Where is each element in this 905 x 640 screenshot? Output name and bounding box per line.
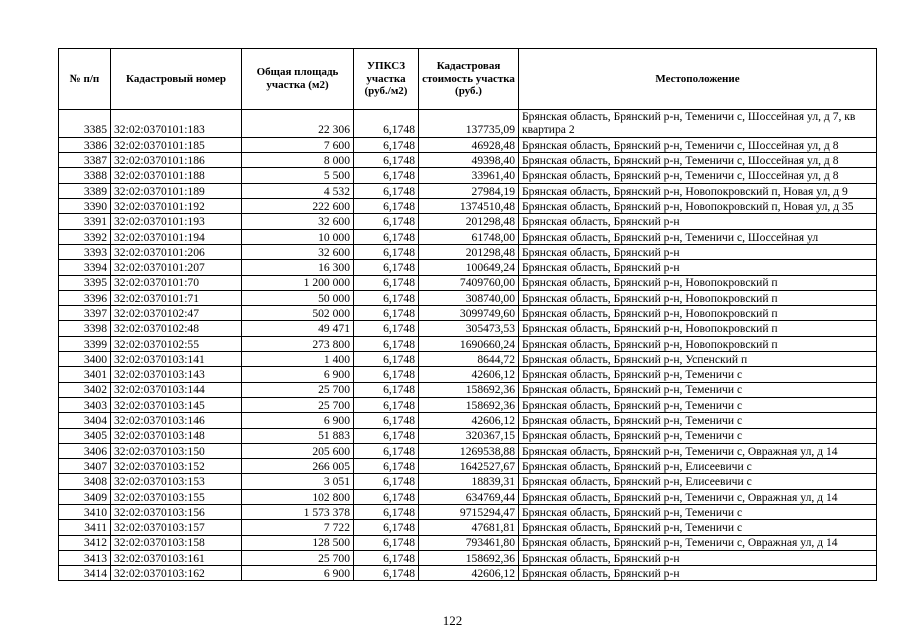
cell-area: 1 573 378 bbox=[242, 505, 354, 520]
cell-upksz: 6,1748 bbox=[354, 244, 419, 259]
cell-cadastral-cost: 1690660,24 bbox=[419, 336, 519, 351]
cell-cadastral-number: 32:02:0370103:162 bbox=[111, 566, 242, 581]
table-row bbox=[59, 214, 877, 229]
cell-cadastral-cost: 634769,44 bbox=[419, 489, 519, 504]
cell-cadastral-cost: 27984,19 bbox=[419, 183, 519, 198]
cell-upksz: 6,1748 bbox=[354, 137, 419, 152]
table-row bbox=[59, 459, 877, 474]
header-row bbox=[59, 49, 877, 110]
cell-cadastral-number: 32:02:0370101:194 bbox=[111, 229, 242, 244]
cell-cadastral-cost: 1642527,67 bbox=[419, 459, 519, 474]
cell-location: Брянская область, Брянский р-н, Теменичи с, Шоссейная ул, д 8 bbox=[519, 168, 877, 183]
cell-location: Брянская область, Брянский р-н, Теменичи с bbox=[519, 520, 877, 535]
cell-location: Брянская область, Брянский р-н, Теменичи с, Овражная ул, д 14 bbox=[519, 443, 877, 458]
cell-cadastral-number: 32:02:0370102:55 bbox=[111, 336, 242, 351]
cell-cadastral-number: 32:02:0370101:188 bbox=[111, 168, 242, 183]
cell-cadastral-cost: 3099749,60 bbox=[419, 306, 519, 321]
cell-location: Брянская область, Брянский р-н, Теменичи с, Шоссейная ул, д 7, кв квартира 2 bbox=[519, 110, 877, 138]
cell-location: Брянская область, Брянский р-н bbox=[519, 214, 877, 229]
cell-cadastral-cost: 100649,24 bbox=[419, 260, 519, 275]
cell-cadastral-number: 32:02:0370103:146 bbox=[111, 413, 242, 428]
cell-upksz: 6,1748 bbox=[354, 275, 419, 290]
cell-upksz: 6,1748 bbox=[354, 367, 419, 382]
cell-cadastral-cost: 201298,48 bbox=[419, 244, 519, 259]
table-row bbox=[59, 290, 877, 305]
cell-cadastral-cost: 33961,40 bbox=[419, 168, 519, 183]
cell-location: Брянская область, Брянский р-н, Теменичи с, Шоссейная ул, д 8 bbox=[519, 137, 877, 152]
cell-row-number: 3397 bbox=[59, 306, 111, 321]
header-cadastral-cost: Кадастровая стоимость участка (руб.) bbox=[419, 49, 519, 110]
cell-cadastral-cost: 9715294,47 bbox=[419, 505, 519, 520]
cell-area: 25 700 bbox=[242, 382, 354, 397]
cell-area: 502 000 bbox=[242, 306, 354, 321]
cell-row-number: 3396 bbox=[59, 290, 111, 305]
cell-location: Брянская область, Брянский р-н, Теменичи с bbox=[519, 397, 877, 412]
cell-area: 266 005 bbox=[242, 459, 354, 474]
cell-location: Брянская область, Брянский р-н, Новопокровский п, Новая ул, д 9 bbox=[519, 183, 877, 198]
cell-upksz: 6,1748 bbox=[354, 229, 419, 244]
cell-area: 16 300 bbox=[242, 260, 354, 275]
cell-row-number: 3386 bbox=[59, 137, 111, 152]
table-row bbox=[59, 275, 877, 290]
cell-area: 10 000 bbox=[242, 229, 354, 244]
cell-location: Брянская область, Брянский р-н, Новопокровский п bbox=[519, 321, 877, 336]
cell-row-number: 3388 bbox=[59, 168, 111, 183]
cell-cadastral-cost: 305473,53 bbox=[419, 321, 519, 336]
table-row bbox=[59, 520, 877, 535]
cell-row-number: 3407 bbox=[59, 459, 111, 474]
cell-area: 102 800 bbox=[242, 489, 354, 504]
table-row bbox=[59, 306, 877, 321]
cell-upksz: 6,1748 bbox=[354, 428, 419, 443]
table-row bbox=[59, 566, 877, 581]
cell-row-number: 3402 bbox=[59, 382, 111, 397]
cell-area: 25 700 bbox=[242, 550, 354, 565]
cell-cadastral-cost: 47681,81 bbox=[419, 520, 519, 535]
cell-row-number: 3401 bbox=[59, 367, 111, 382]
cell-area: 25 700 bbox=[242, 397, 354, 412]
header-location: Местоположение bbox=[519, 49, 877, 110]
cell-area: 32 600 bbox=[242, 244, 354, 259]
cell-cadastral-cost: 1374510,48 bbox=[419, 199, 519, 214]
cell-location: Брянская область, Брянский р-н bbox=[519, 244, 877, 259]
cell-row-number: 3394 bbox=[59, 260, 111, 275]
cell-area: 128 500 bbox=[242, 535, 354, 550]
cell-location: Брянская область, Брянский р-н bbox=[519, 566, 877, 581]
cell-row-number: 3412 bbox=[59, 535, 111, 550]
cell-cadastral-number: 32:02:0370103:157 bbox=[111, 520, 242, 535]
cell-cadastral-cost: 158692,36 bbox=[419, 382, 519, 397]
cell-cadastral-cost: 42606,12 bbox=[419, 367, 519, 382]
table-row bbox=[59, 505, 877, 520]
cell-area: 3 051 bbox=[242, 474, 354, 489]
cell-cadastral-number: 32:02:0370101:193 bbox=[111, 214, 242, 229]
cell-row-number: 3403 bbox=[59, 397, 111, 412]
cell-location: Брянская область, Брянский р-н, Теменичи с bbox=[519, 367, 877, 382]
cell-upksz: 6,1748 bbox=[354, 459, 419, 474]
table-row bbox=[59, 137, 877, 152]
cell-location: Брянская область, Брянский р-н, Новопокровский п bbox=[519, 275, 877, 290]
cell-location: Брянская область, Брянский р-н, Елисеевичи с bbox=[519, 474, 877, 489]
cell-area: 7 600 bbox=[242, 137, 354, 152]
table-row bbox=[59, 183, 877, 198]
cell-upksz: 6,1748 bbox=[354, 505, 419, 520]
table-row bbox=[59, 244, 877, 259]
table-row bbox=[59, 260, 877, 275]
cell-location: Брянская область, Брянский р-н, Теменичи с bbox=[519, 428, 877, 443]
cell-upksz: 6,1748 bbox=[354, 566, 419, 581]
cell-area: 1 200 000 bbox=[242, 275, 354, 290]
table-row bbox=[59, 168, 877, 183]
cell-location: Брянская область, Брянский р-н, Теменичи с, Шоссейная ул bbox=[519, 229, 877, 244]
header-upksz: УПКСЗ участка (руб./м2) bbox=[354, 49, 419, 110]
cell-row-number: 3404 bbox=[59, 413, 111, 428]
cell-upksz: 6,1748 bbox=[354, 443, 419, 458]
cell-area: 205 600 bbox=[242, 443, 354, 458]
cell-area: 49 471 bbox=[242, 321, 354, 336]
cell-cadastral-number: 32:02:0370103:161 bbox=[111, 550, 242, 565]
cell-area: 32 600 bbox=[242, 214, 354, 229]
table-row bbox=[59, 321, 877, 336]
table-row bbox=[59, 229, 877, 244]
cell-area: 7 722 bbox=[242, 520, 354, 535]
table-row bbox=[59, 352, 877, 367]
cell-location: Брянская область, Брянский р-н, Теменичи с, Шоссейная ул, д 8 bbox=[519, 153, 877, 168]
table-row bbox=[59, 550, 877, 565]
table-row bbox=[59, 382, 877, 397]
cell-location: Брянская область, Брянский р-н, Новопокровский п, Новая ул, д 35 bbox=[519, 199, 877, 214]
cell-location: Брянская область, Брянский р-н, Теменичи с, Овражная ул, д 14 bbox=[519, 535, 877, 550]
header-cadastral-number: Кадастровый номер bbox=[111, 49, 242, 110]
cell-cadastral-number: 32:02:0370101:185 bbox=[111, 137, 242, 152]
header-num: № п/п bbox=[59, 49, 111, 110]
table-row bbox=[59, 110, 877, 138]
cell-row-number: 3398 bbox=[59, 321, 111, 336]
cell-cadastral-number: 32:02:0370103:150 bbox=[111, 443, 242, 458]
table-body bbox=[59, 110, 877, 581]
cell-area: 273 800 bbox=[242, 336, 354, 351]
table-row bbox=[59, 535, 877, 550]
cell-row-number: 3389 bbox=[59, 183, 111, 198]
cell-upksz: 6,1748 bbox=[354, 168, 419, 183]
cell-row-number: 3411 bbox=[59, 520, 111, 535]
cell-cadastral-number: 32:02:0370103:148 bbox=[111, 428, 242, 443]
cell-cadastral-cost: 308740,00 bbox=[419, 290, 519, 305]
cell-cadastral-number: 32:02:0370101:70 bbox=[111, 275, 242, 290]
cell-area: 6 900 bbox=[242, 566, 354, 581]
cell-cadastral-number: 32:02:0370103:143 bbox=[111, 367, 242, 382]
cell-cadastral-number: 32:02:0370103:145 bbox=[111, 397, 242, 412]
cell-area: 5 500 bbox=[242, 168, 354, 183]
cell-row-number: 3406 bbox=[59, 443, 111, 458]
cell-location: Брянская область, Брянский р-н, Теменичи с bbox=[519, 505, 877, 520]
cell-upksz: 6,1748 bbox=[354, 397, 419, 412]
cell-upksz: 6,1748 bbox=[354, 199, 419, 214]
cell-cadastral-number: 32:02:0370101:207 bbox=[111, 260, 242, 275]
cell-upksz: 6,1748 bbox=[354, 110, 419, 138]
table-header bbox=[59, 49, 877, 110]
cell-area: 51 883 bbox=[242, 428, 354, 443]
table-row bbox=[59, 336, 877, 351]
cell-row-number: 3409 bbox=[59, 489, 111, 504]
cell-row-number: 3400 bbox=[59, 352, 111, 367]
table-row bbox=[59, 489, 877, 504]
cell-upksz: 6,1748 bbox=[354, 153, 419, 168]
cell-cadastral-cost: 7409760,00 bbox=[419, 275, 519, 290]
cell-cadastral-cost: 49398,40 bbox=[419, 153, 519, 168]
cell-area: 6 900 bbox=[242, 367, 354, 382]
cell-cadastral-number: 32:02:0370101:186 bbox=[111, 153, 242, 168]
cell-cadastral-number: 32:02:0370101:206 bbox=[111, 244, 242, 259]
cell-upksz: 6,1748 bbox=[354, 214, 419, 229]
table-row bbox=[59, 367, 877, 382]
cell-location: Брянская область, Брянский р-н, Новопокровский п bbox=[519, 306, 877, 321]
cell-upksz: 6,1748 bbox=[354, 413, 419, 428]
table-row bbox=[59, 397, 877, 412]
cell-cadastral-number: 32:02:0370103:153 bbox=[111, 474, 242, 489]
cell-row-number: 3410 bbox=[59, 505, 111, 520]
cell-upksz: 6,1748 bbox=[354, 321, 419, 336]
cell-upksz: 6,1748 bbox=[354, 183, 419, 198]
cell-row-number: 3392 bbox=[59, 229, 111, 244]
cell-cadastral-cost: 42606,12 bbox=[419, 413, 519, 428]
table-row bbox=[59, 153, 877, 168]
cell-cadastral-cost: 320367,15 bbox=[419, 428, 519, 443]
cell-area: 6 900 bbox=[242, 413, 354, 428]
cell-cadastral-number: 32:02:0370103:155 bbox=[111, 489, 242, 504]
cell-upksz: 6,1748 bbox=[354, 489, 419, 504]
cell-area: 4 532 bbox=[242, 183, 354, 198]
cell-location: Брянская область, Брянский р-н bbox=[519, 260, 877, 275]
cell-area: 8 000 bbox=[242, 153, 354, 168]
cell-cadastral-number: 32:02:0370103:158 bbox=[111, 535, 242, 550]
table-row bbox=[59, 199, 877, 214]
cell-location: Брянская область, Брянский р-н, Теменичи с, Овражная ул, д 14 bbox=[519, 489, 877, 504]
cell-cadastral-number: 32:02:0370101:183 bbox=[111, 110, 242, 138]
cell-upksz: 6,1748 bbox=[354, 550, 419, 565]
cell-cadastral-cost: 158692,36 bbox=[419, 397, 519, 412]
cell-cadastral-cost: 1269538,88 bbox=[419, 443, 519, 458]
cell-row-number: 3387 bbox=[59, 153, 111, 168]
cell-cadastral-cost: 158692,36 bbox=[419, 550, 519, 565]
cell-location: Брянская область, Брянский р-н bbox=[519, 550, 877, 565]
cell-upksz: 6,1748 bbox=[354, 352, 419, 367]
cell-upksz: 6,1748 bbox=[354, 290, 419, 305]
cell-location: Брянская область, Брянский р-н, Теменичи с bbox=[519, 413, 877, 428]
cell-upksz: 6,1748 bbox=[354, 382, 419, 397]
cell-upksz: 6,1748 bbox=[354, 336, 419, 351]
cell-row-number: 3399 bbox=[59, 336, 111, 351]
cell-upksz: 6,1748 bbox=[354, 306, 419, 321]
cell-cadastral-number: 32:02:0370101:71 bbox=[111, 290, 242, 305]
cell-row-number: 3405 bbox=[59, 428, 111, 443]
table-row bbox=[59, 428, 877, 443]
cell-cadastral-cost: 61748,00 bbox=[419, 229, 519, 244]
cell-row-number: 3385 bbox=[59, 110, 111, 138]
cell-row-number: 3393 bbox=[59, 244, 111, 259]
cell-upksz: 6,1748 bbox=[354, 535, 419, 550]
cell-location: Брянская область, Брянский р-н, Теменичи с bbox=[519, 382, 877, 397]
cell-row-number: 3413 bbox=[59, 550, 111, 565]
header-area: Общая площадь участка (м2) bbox=[242, 49, 354, 110]
cell-cadastral-number: 32:02:0370103:144 bbox=[111, 382, 242, 397]
page-number: 122 bbox=[442, 613, 463, 628]
cell-location: Брянская область, Брянский р-н, Новопокровский п bbox=[519, 290, 877, 305]
cell-upksz: 6,1748 bbox=[354, 474, 419, 489]
cell-cadastral-number: 32:02:0370101:189 bbox=[111, 183, 242, 198]
cell-cadastral-cost: 8644,72 bbox=[419, 352, 519, 367]
cell-cadastral-cost: 793461,80 bbox=[419, 535, 519, 550]
cell-cadastral-cost: 137735,09 bbox=[419, 110, 519, 138]
cell-cadastral-number: 32:02:0370103:156 bbox=[111, 505, 242, 520]
cell-area: 22 306 bbox=[242, 110, 354, 138]
cell-location: Брянская область, Брянский р-н, Успенский п bbox=[519, 352, 877, 367]
cadastral-table bbox=[58, 48, 877, 581]
table-row bbox=[59, 413, 877, 428]
cell-cadastral-number: 32:02:0370103:152 bbox=[111, 459, 242, 474]
cell-upksz: 6,1748 bbox=[354, 520, 419, 535]
cell-cadastral-number: 32:02:0370103:141 bbox=[111, 352, 242, 367]
cell-location: Брянская область, Брянский р-н, Новопокровский п bbox=[519, 336, 877, 351]
cell-cadastral-cost: 46928,48 bbox=[419, 137, 519, 152]
cell-upksz: 6,1748 bbox=[354, 260, 419, 275]
cell-area: 222 600 bbox=[242, 199, 354, 214]
cell-cadastral-number: 32:02:0370102:48 bbox=[111, 321, 242, 336]
cell-row-number: 3390 bbox=[59, 199, 111, 214]
cell-cadastral-cost: 201298,48 bbox=[419, 214, 519, 229]
cell-area: 1 400 bbox=[242, 352, 354, 367]
cell-cadastral-number: 32:02:0370102:47 bbox=[111, 306, 242, 321]
cell-row-number: 3414 bbox=[59, 566, 111, 581]
table-row bbox=[59, 474, 877, 489]
cell-row-number: 3408 bbox=[59, 474, 111, 489]
cell-cadastral-cost: 42606,12 bbox=[419, 566, 519, 581]
table-row bbox=[59, 443, 877, 458]
cell-row-number: 3391 bbox=[59, 214, 111, 229]
cell-cadastral-number: 32:02:0370101:192 bbox=[111, 199, 242, 214]
cell-row-number: 3395 bbox=[59, 275, 111, 290]
cell-cadastral-cost: 18839,31 bbox=[419, 474, 519, 489]
cell-location: Брянская область, Брянский р-н, Елисеевичи с bbox=[519, 459, 877, 474]
cell-area: 50 000 bbox=[242, 290, 354, 305]
